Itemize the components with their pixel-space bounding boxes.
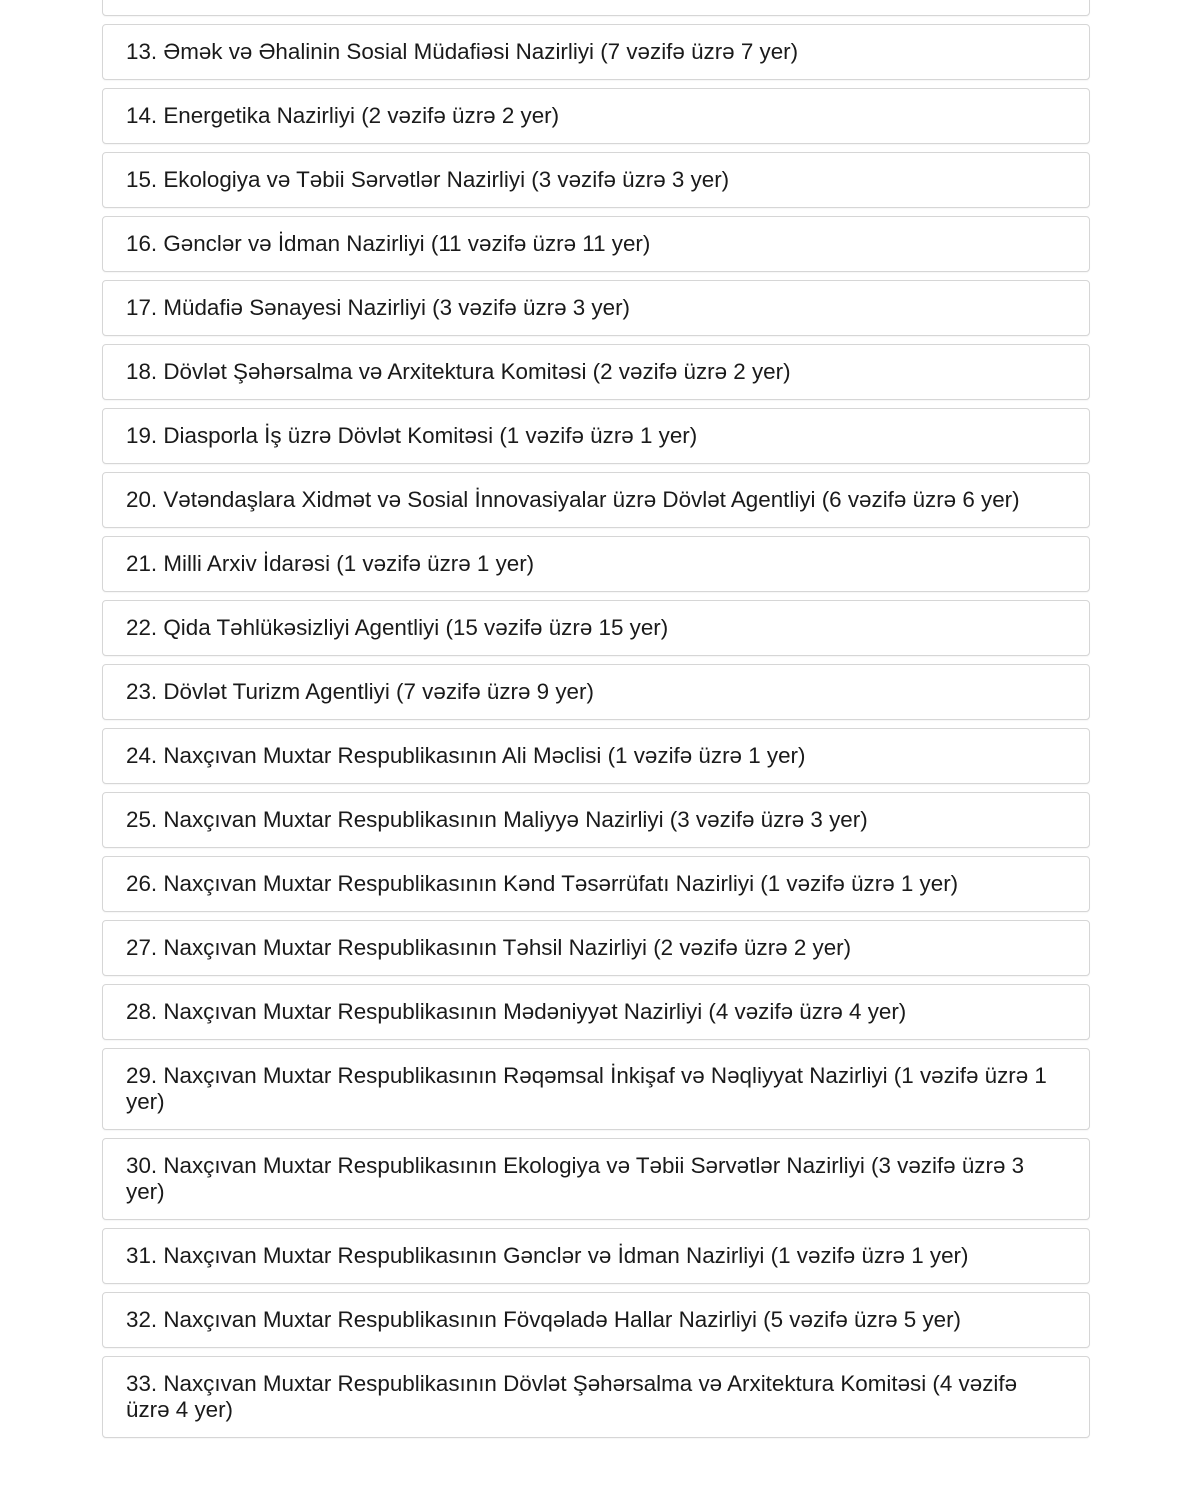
list-item-25[interactable]: [102, 792, 1090, 848]
list-item-20[interactable]: [102, 472, 1090, 528]
list-item-label: 20. Vətəndaşlara Xidmət və Sosial İnnovasiyalar üzrə Dövlət Agentliyi (6 vəzifə üzrə 6 yer): [126, 487, 1020, 512]
list-item-label: 30. Naxçıvan Muxtar Respublikasının Ekologiya və Təbii Sərvətlər Nazirliyi (3 vəzifə üzrə 3 yer): [126, 1153, 1025, 1204]
list-item-label: 14. Energetika Nazirliyi (2 vəzifə üzrə 2 yer): [126, 103, 560, 128]
list-item-label: 17. Müdafiə Sənayesi Nazirliyi (3 vəzifə üzrə 3 yer): [126, 295, 630, 320]
list-item-label: 32. Naxçıvan Muxtar Respublikasının Fövqəladə Hallar Nazirliyi (5 vəzifə üzrə 5 yer): [126, 1307, 962, 1332]
list-item-label: 28. Naxçıvan Muxtar Respublikasının Mədəniyyət Nazirliyi (4 vəzifə üzrə 4 yer): [126, 999, 907, 1024]
list-item-26[interactable]: [102, 856, 1090, 912]
list-item-label: 15. Ekologiya və Təbii Sərvətlər Nazirliyi (3 vəzifə üzrə 3 yer): [126, 167, 730, 192]
list-item-18[interactable]: [102, 344, 1090, 400]
list-item-15[interactable]: [102, 152, 1090, 208]
list-item-label: 25. Naxçıvan Muxtar Respublikasının Maliyyə Nazirliyi (3 vəzifə üzrə 3 yer): [126, 807, 868, 832]
list-item-label: 23. Dövlət Turizm Agentliyi (7 vəzifə üzrə 9 yer): [126, 679, 594, 704]
list-item-29[interactable]: [102, 1048, 1090, 1130]
list-item-30[interactable]: [102, 1138, 1090, 1220]
ministry-list: [102, 0, 1090, 1446]
list-item-19[interactable]: [102, 408, 1090, 464]
list-item-27[interactable]: [102, 920, 1090, 976]
list-item-16[interactable]: [102, 216, 1090, 272]
list-item-14[interactable]: [102, 88, 1090, 144]
list-item-24[interactable]: [102, 728, 1090, 784]
list-item-label: 29. Naxçıvan Muxtar Respublikasının Rəqəmsal İnkişaf və Nəqliyyat Nazirliyi (1 vəzifə üzrə 1 yer): [126, 1063, 1047, 1114]
list-item-label: 19. Diasporla İş üzrə Dövlət Komitəsi (1 vəzifə üzrə 1 yer): [126, 423, 698, 448]
list-item-12[interactable]: [102, 0, 1090, 16]
list-item-label: 22. Qida Təhlükəsizliyi Agentliyi (15 vəzifə üzrə 15 yer): [126, 615, 669, 640]
list-item-label: 27. Naxçıvan Muxtar Respublikasının Təhsil Nazirliyi (2 vəzifə üzrə 2 yer): [126, 935, 852, 960]
list-item-21[interactable]: [102, 536, 1090, 592]
list-item-23[interactable]: [102, 664, 1090, 720]
list-item-label: 26. Naxçıvan Muxtar Respublikasının Kənd Təsərrüfatı Nazirliyi (1 vəzifə üzrə 1 yer): [126, 871, 959, 896]
list-item-label: 31. Naxçıvan Muxtar Respublikasının Gənclər və İdman Nazirliyi (1 vəzifə üzrə 1 yer): [126, 1243, 969, 1268]
list-item-label: 18. Dövlət Şəhərsalma və Arxitektura Komitəsi (2 vəzifə üzrə 2 yer): [126, 359, 791, 384]
list-item-label: [126, 0, 1066, 1]
list-item-label: 21. Milli Arxiv İdarəsi (1 vəzifə üzrə 1 yer): [126, 551, 535, 576]
list-item-22[interactable]: [102, 600, 1090, 656]
list-item-label: 16. Gənclər və İdman Nazirliyi (11 vəzifə üzrə 11 yer): [126, 231, 651, 256]
list-item-13[interactable]: [102, 24, 1090, 80]
list-item-31[interactable]: [102, 1228, 1090, 1284]
list-item-33[interactable]: [102, 1356, 1090, 1438]
list-item-28[interactable]: [102, 984, 1090, 1040]
list-item-32[interactable]: [102, 1292, 1090, 1348]
list-item-label: 24. Naxçıvan Muxtar Respublikasının Ali Məclisi (1 vəzifə üzrə 1 yer): [126, 743, 806, 768]
list-item-label: 13. Əmək və Əhalinin Sosial Müdafiəsi Nazirliyi (7 vəzifə üzrə 7 yer): [126, 39, 799, 64]
list-item-17[interactable]: [102, 280, 1090, 336]
list-item-label: 33. Naxçıvan Muxtar Respublikasının Dövlət Şəhərsalma və Arxitektura Komitəsi (4 vəzifə üzrə 4 yer): [126, 1371, 1018, 1422]
